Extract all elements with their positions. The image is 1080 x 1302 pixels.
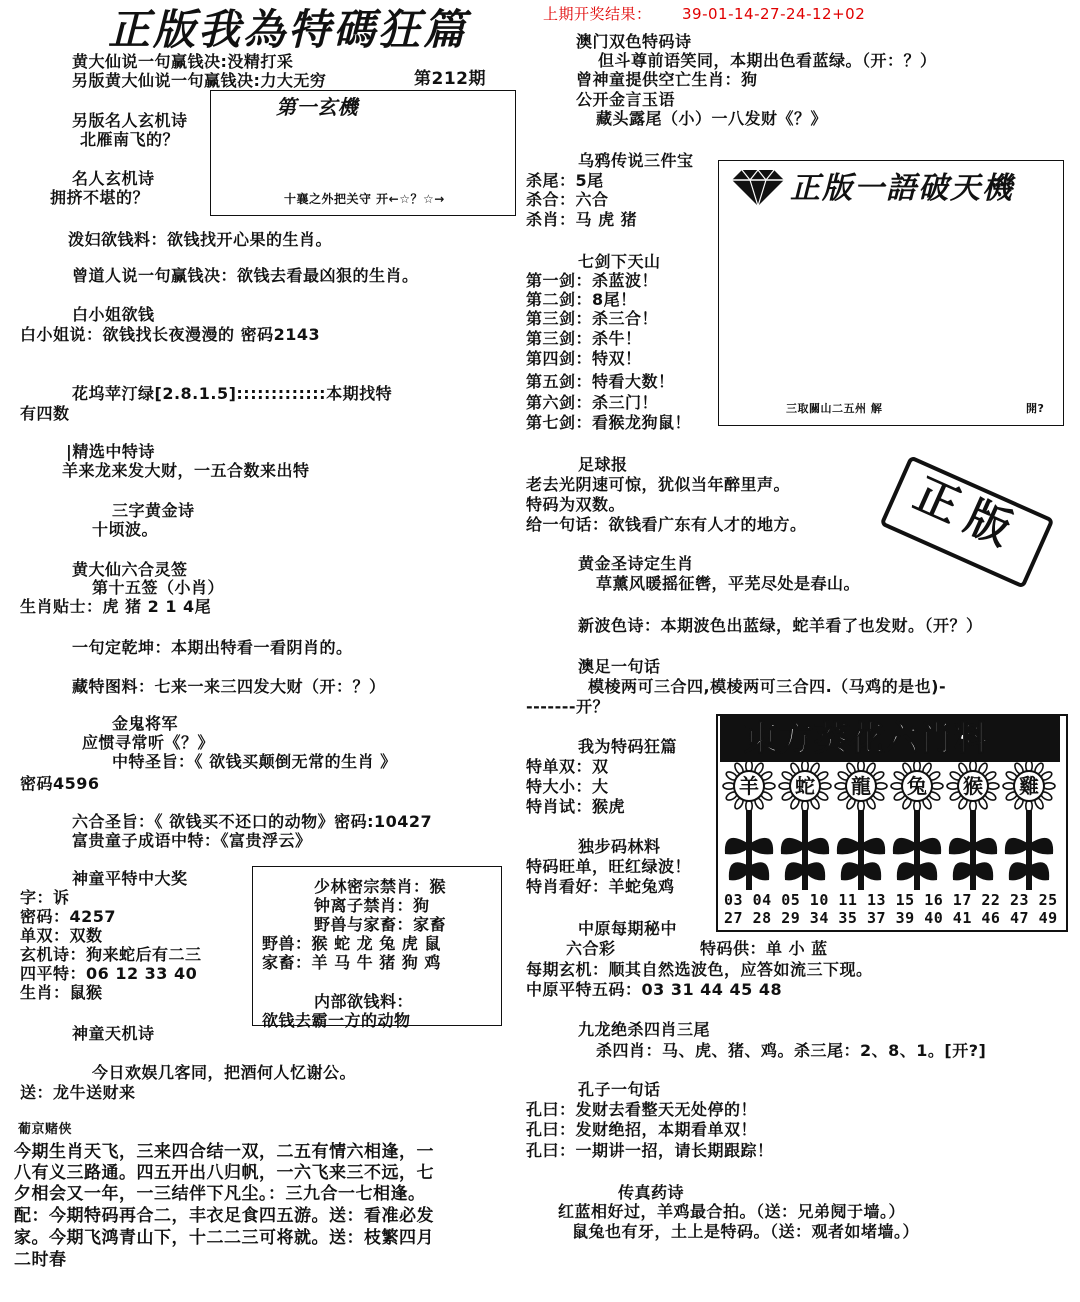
sunflower-char: 猴 [963, 774, 983, 798]
famous2-line: 拥挤不堪的？ [50, 188, 150, 207]
chuanzhen-title: 传真药诗 [618, 1183, 685, 1202]
sunflower-number: 17 [952, 891, 972, 909]
jingui-title: 金鬼将军 [112, 714, 179, 733]
sunflower-number: 34 [809, 909, 829, 927]
pujing-line: 八有义三路通。四五开出八归帆，一六飞来三不远，七 [14, 1163, 434, 1183]
jingui-line: 应惯寻常听《？》 [82, 733, 215, 752]
sunflower-2 [779, 762, 831, 890]
shaolin-e: 家畜：羊 马 牛 猪 狗 鸡 [262, 953, 441, 972]
sunflower-graphics [720, 762, 1060, 892]
sunflower-number: 28 [752, 909, 772, 927]
sunflower-number: 41 [952, 909, 972, 927]
pujing-line: 夕相会又一年，一三结伴下凡尘。：三九合一七相逢。 [14, 1184, 426, 1204]
lingban-huangdaxian-line: 另版黄大仙说一句赢钱决:力大无穷 [72, 71, 327, 90]
famous-poem-title: 另版名人玄机诗 [72, 111, 188, 130]
zuqiu-line: 老去光阴速可惊，犹似当年醉里声。 [526, 475, 791, 494]
sunflower-char: 羊 [739, 774, 759, 798]
huanyu-line: 今日欢娱几客同，把酒何人忆谢公。 [92, 1063, 357, 1082]
sunflower-char: 雞 [1019, 774, 1039, 798]
shentong2-title: 神童天机诗 [72, 1024, 155, 1043]
dubu-line-2: 特肖看好：羊蛇兔鸡 [526, 877, 675, 896]
sunflower-4 [891, 762, 943, 890]
xinbo-line: 新波色诗：本期波色出蓝绿，蛇羊看了也发财。（开？） [578, 616, 983, 635]
shentong-title: 神童平特中大奖 [72, 869, 188, 888]
sunflower-number: 29 [781, 909, 801, 927]
jiulong-title: 九龙绝杀四肖三尾 [578, 1020, 711, 1039]
huangdaxian-line: 黄大仙说一句赢钱决:没精打采 [72, 52, 294, 71]
sunflower-char: 龍 [851, 774, 871, 798]
pujing-title: 葡京赌侠 [18, 1122, 73, 1137]
sha-wei: 杀尾：5尾 [526, 171, 604, 190]
sunflower-number: 03 [724, 891, 744, 909]
sunflower-number: 40 [924, 909, 944, 927]
hua-line: 花坞苹汀绿[2.8.1.5]:::::::::::::本期找特 [72, 384, 393, 403]
zuqiu-title: 足球报 [578, 455, 628, 474]
zuqiu-line: 特码为双数。 [526, 495, 626, 514]
bai-title: 白小姐欲钱 [72, 305, 155, 324]
sunflower-number: 39 [895, 909, 915, 927]
mima-line: 密码4596 [20, 774, 100, 793]
jingxuan-title: |精选中特诗 [66, 442, 155, 461]
te-xiaoshi: 特肖试：猴虎 [526, 797, 626, 816]
sunflower-number: 22 [981, 891, 1001, 909]
page-title: 正版我為特碼狂篇 [108, 5, 469, 54]
kongzi-line: 孔曰：发财去看整天无处停的！ [526, 1100, 758, 1119]
first-mystery-footer: 十襄之外把关守 开←☆？☆→ [284, 192, 445, 206]
shentong-zi: 字：诉 [20, 888, 70, 907]
te-daxiao: 特大小：大 [526, 777, 609, 796]
fugui-line: 富贵童子成语中特：《富贵浮云》 [72, 831, 312, 850]
issue-number: 第212期 [414, 69, 486, 89]
huangda-title: 黄大仙六合灵签 [72, 560, 188, 579]
diamond-icon [728, 168, 788, 208]
sunflower-number: 13 [867, 891, 887, 909]
gongkai-title: 公开金言玉语 [576, 90, 676, 109]
zhongte-line: 中特圣旨：《 欲钱买颠倒无常的生肖 》 [112, 752, 397, 771]
zuqiu-line: 给一句话：欲钱看广东有人才的地方。 [526, 515, 807, 534]
sunflower-title: 東方葵花六肖料 [744, 719, 989, 759]
aomen-line: 但斗尊前语笑同，本期出色看蓝绿。（开：？） [598, 51, 937, 70]
huangda-sign: 第十五签（小肖） [92, 578, 225, 597]
sword-line: 第二剑：8尾！ [526, 290, 637, 309]
sunflower-char: 蛇 [795, 774, 815, 798]
kongzi-line: 孔曰：发财绝招，本期看单双！ [526, 1120, 758, 1139]
yiju-line: 一句定乾坤：本期出特看一看阴肖的。 [72, 638, 353, 657]
pujing-line: 配：今期特码再合二，丰衣足食四五游。送：看准必发 [14, 1206, 434, 1226]
oneword-foot: 三取關山二五州 解 [786, 402, 883, 415]
sunflower-number: 35 [838, 909, 858, 927]
sword-line: 第四剑：特双！ [526, 349, 642, 368]
sunflower-number: 27 [724, 909, 744, 927]
sanzi-title: 三字黄金诗 [112, 501, 195, 520]
sunflower-3 [835, 762, 887, 890]
bai-line: 白小姐说：欲钱找长夜漫漫的 密码2143 [20, 325, 321, 344]
sword-line: 第七剑：看猴龙狗鼠！ [526, 413, 692, 432]
song-line: 送：龙牛送财来 [20, 1083, 136, 1102]
pujing-line: 家。今期飞鸿青山下，十二二三可将就。送：枝繁四月 [14, 1228, 434, 1248]
sunflower-char: 兔 [907, 774, 927, 798]
hua-line-2: 有四数 [20, 404, 70, 423]
jingxuan-line: 羊来龙来发大财，一五合数来出特 [62, 461, 310, 480]
shaolin-b: 钟离子禁肖：狗 [314, 896, 430, 915]
kongzi-line: 孔曰：一期讲一招，请长期跟踪！ [526, 1141, 774, 1160]
aomen-title: 澳门双色特码诗 [576, 32, 692, 51]
liuhecai-label: 六合彩 [566, 939, 616, 958]
cangte-line: 藏特图料：七来一来三四发大财（开：？） [72, 677, 386, 696]
sunflower-number: 37 [867, 909, 887, 927]
sunflower-number: 04 [752, 891, 772, 909]
oneword-title: 正版一語破天機 [790, 171, 1014, 206]
dubu-title: 独步码林料 [578, 837, 661, 856]
sunflower-number: 15 [895, 891, 915, 909]
pujing-line: 今期生肖天飞，三来四合结一双，二五有情六相逢，一 [14, 1142, 434, 1162]
aozu-line: 模棱两可三合四,模棱两可三合四.（马鸡的是也)- [588, 677, 947, 696]
sword-line: 第一剑：杀蓝波！ [526, 271, 659, 290]
sunflower-number: 11 [838, 891, 858, 909]
sunflower-5 [947, 762, 999, 890]
shentong-siping: 四平特：06 12 33 40 [20, 964, 198, 983]
te-danshuang: 特单双：双 [526, 757, 609, 776]
sword-line: 第三剑：杀三合！ [526, 309, 659, 328]
sunflower-number: 25 [1038, 891, 1058, 909]
pofu-line: 泼妇欲钱料：欲钱找开心果的生肖。 [68, 230, 333, 249]
cangtou-line: 藏头露尾（小）一八发财《？》 [596, 109, 828, 128]
shengxiao-tip: 生肖贴士：虎 猪 2 1 4尾 [20, 597, 212, 616]
wowei-title: 我为特码狂篇 [578, 737, 678, 756]
kongzi-title: 孔子一句话 [578, 1080, 661, 1099]
meiqi-line: 每期玄机：顺其自然选波色，应答如流三下现。 [526, 960, 873, 979]
authentic-stamp-text: 正版 [906, 468, 1030, 561]
sunflower-6 [1003, 762, 1055, 890]
shaolin-a: 少林密宗禁肖：猴 [314, 877, 447, 896]
shentong-mima: 密码：4257 [20, 907, 117, 926]
sunflower-number: 49 [1038, 909, 1058, 927]
sha-xiao: 杀肖：马 虎 猪 [526, 210, 638, 229]
sunflower-number: 47 [1010, 909, 1030, 927]
first-mystery-title: 第一玄機 [276, 95, 358, 119]
aozu-line-2: -------开？ [526, 697, 609, 716]
sunflower-number: 23 [1010, 891, 1030, 909]
shaolin-c: 野兽与家畜：家畜 [314, 915, 447, 934]
sha-he: 杀合：六合 [526, 190, 609, 209]
zeng-line: 曾道人说一句赢钱决：欲钱去看最凶狠的生肖。 [72, 266, 419, 285]
famous-poem-line: 北雁南飞的？ [80, 130, 180, 149]
pingte-line: 中原平特五码：03 31 44 45 48 [526, 980, 783, 999]
huangjin-line: 草薰风暖摇征辔，平芜尽处是春山。 [596, 574, 861, 593]
sunflower-number: 05 [781, 891, 801, 909]
wuya-title: 乌鸦传说三件宝 [578, 151, 694, 170]
sunflower-number: 46 [981, 909, 1001, 927]
shaolin-d: 野兽：猴 蛇 龙 兔 虎 鼠 [262, 934, 441, 953]
sword-line: 第五剑：特看大数！ [526, 372, 675, 391]
famous2-title: 名人玄机诗 [72, 169, 155, 188]
sanzi-line: 十顷波。 [92, 520, 159, 539]
liuhe-line: 六合圣旨：《 欲钱买不还口的动物》密码:10427 [72, 812, 433, 831]
dubu-line: 特码旺单，旺红绿波！ [526, 857, 692, 876]
last-result-label: 上期开奖结果： [543, 5, 652, 23]
sunflower-number: 16 [924, 891, 944, 909]
chuanzhen-line: 红蓝相好过，羊鸡最合拍。（送：兄弟阋于墙。） [558, 1202, 906, 1221]
tegong-line: 特码供：单 小 蓝 [700, 939, 828, 958]
last-result-value: 39-01-14-27-24-12+02 [682, 5, 866, 23]
sunflower-1 [723, 762, 775, 890]
chuanzhen-line-2: 鼠兔也有牙，土上是特码。（送：观者如堵墙。） [572, 1222, 920, 1241]
shaolin-g: 欲钱去霸一方的动物 [262, 1011, 411, 1030]
qijian-title: 七剑下天山 [578, 252, 661, 271]
oneword-foot-right: 開? [1026, 402, 1045, 415]
sword-line: 第六剑：杀三门！ [526, 393, 659, 412]
zhongyuan-title: 中原每期秘中 [578, 919, 678, 938]
shentong-danshuang: 单双：双数 [20, 926, 103, 945]
shentong-xuanji: 玄机诗：狗来蛇后有二三 [20, 945, 202, 964]
aozu-title: 澳足一句话 [578, 657, 661, 676]
pujing-line: 二时春 [14, 1250, 67, 1270]
jiulong-line: 杀四肖：马、虎、猪、鸡。杀三尾：2、8、1。[开?] [596, 1041, 987, 1060]
zeng-shentong: 曾神童提供空亡生肖：狗 [576, 70, 758, 89]
shentong-shengxiao: 生肖：鼠猴 [20, 983, 103, 1002]
sword-line: 第三剑：杀牛！ [526, 329, 642, 348]
sunflower-number: 10 [809, 891, 829, 909]
huangjin-title: 黄金圣诗定生肖 [578, 554, 694, 573]
shaolin-f: 内部欲钱料： [314, 992, 414, 1011]
